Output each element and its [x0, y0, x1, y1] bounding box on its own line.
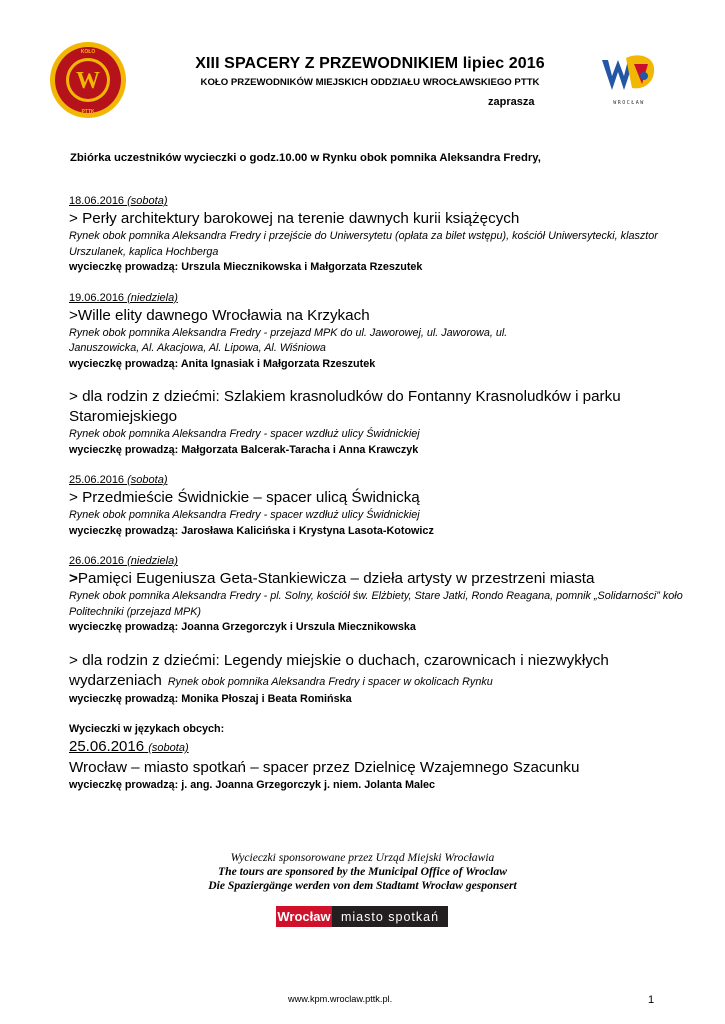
banner-tagline: miasto spotkań	[332, 906, 448, 927]
tour-guides: wycieczkę prowadzą: Anita Ignasiak i Małgorzata Rzeszutek	[69, 357, 376, 370]
guides-club-badge-icon	[48, 40, 128, 120]
tour-date: 18.06.2016 (sobota)	[69, 195, 168, 207]
tour-guides: wycieczkę prowadzą: Joanna Grzegorczyk i Urszula Miecznikowska	[69, 621, 416, 633]
tour-route: Rynek obok pomnika Aleksandra Fredry i spacer w okolicach Rynku	[167, 675, 493, 688]
tour-title: > dla rodzin z dziećmi: Szlakiem krasnoludków do Fontanny Krasnoludków i parku Staromiejskiego	[69, 388, 621, 425]
tour-title: >Wille elity dawnego Wrocławia na Krzykach	[69, 306, 370, 324]
tour-guides: wycieczkę prowadzą: j. ang. Joanna Grzegorczyk j. niem. Jolanta Malec	[69, 779, 436, 791]
tour-date: 26.06.2016 (niedziela)	[69, 555, 178, 567]
tour-title: > Perły architektury barokowej na terenie dawnych kurii książęcych	[69, 210, 520, 227]
tour-route: Rynek obok pomnika Aleksandra Fredry - spacer wzdłuż ulicy Świdnickiej	[69, 428, 420, 440]
tour-item	[69, 291, 689, 373]
footer-url[interactable]: www.kpm.wroclaw.pttk.pl.	[288, 994, 393, 1004]
tour-date: 25.06.2016 (sobota)	[69, 474, 168, 486]
tour-item	[69, 554, 689, 636]
sponsor-de: Die Spaziergänge werden von dem Stadtamt Wrocław gesponsert	[208, 879, 517, 892]
tour-route: Rynek obok pomnika Aleksandra Fredry - przejazd MPK do ul. Jaworowej, ul. Jaworowa, ul. Januszowicka, Al. Akacjowa, Al. Lipowa, Al. Wiśniowa	[69, 326, 508, 354]
tour-route: Rynek obok pomnika Aleksandra Fredry - pl. Solny, kościół św. Elżbiety, Stare Jatki, Rondo Reagana, pomnik „Solidarności” koło Politechniki (przejazd MPK)	[69, 590, 683, 618]
tour-route: Rynek obok pomnika Aleksandra Fredry - spacer wzdłuż ulicy Świdnickiej	[69, 509, 420, 521]
tour-item	[69, 473, 689, 539]
tour-item	[69, 387, 689, 458]
wroclaw-city-logo-icon	[598, 50, 660, 108]
meeting-point: Zbiórka uczestników wycieczki o godz.10.00 w Rynku obok pomnika Aleksandra Fredry,	[70, 152, 541, 164]
tour-item	[69, 651, 689, 708]
sponsor-pl: Wycieczki sponsorowane przez Urząd Miejski Wrocławia	[230, 851, 495, 864]
logo-caption: WROCŁAW	[613, 100, 645, 106]
tour-item	[69, 194, 689, 276]
svg-text:KOŁO: KOŁO	[80, 49, 96, 55]
foreign-heading: Wycieczki w językach obcych:	[69, 723, 225, 735]
tour-title: > Przedmieście Świdnickie – spacer ulicą Świdnicką	[69, 489, 420, 506]
wroclaw-banner	[276, 906, 448, 927]
tour-guides: wycieczkę prowadzą: Monika Płoszaj i Beata Romińska	[69, 692, 352, 705]
tour-list	[69, 194, 689, 809]
page-title: XIII SPACERY Z PRZEWODNIKIEM lipiec 2016	[195, 55, 545, 72]
tour-title: Wrocław – miasto spotkań – spacer przez Dzielnicę Wzajemnego Szacunku	[69, 759, 580, 776]
tour-title: >Pamięci Eugeniusza Geta-Stankiewicza – dzieła artysty w przestrzeni miasta	[69, 570, 595, 587]
organizer-subtitle: KOŁO PRZEWODNIKÓW MIEJSKICH ODDZIAŁU WROCŁAWSKIEGO PTTK	[200, 77, 540, 88]
tour-guides: wycieczkę prowadzą: Małgorzata Balcerak-Taracha i Anna Krawczyk	[69, 443, 419, 456]
page-number: 1	[648, 994, 655, 1006]
tour-title: > dla rodzin z dziećmi: Legendy miejskie o duchach, czarownicach i niezwykłych wydarzeniach Rynek obok pomnika Aleksandra Fredry i spacer w okolicach Rynku	[69, 651, 609, 689]
foreign-tours	[69, 722, 689, 794]
sponsor-note	[100, 851, 625, 893]
banner-brand: Wrocław	[276, 906, 332, 927]
badge-monogram: W	[76, 68, 100, 94]
tour-date: 19.06.2016 (niedziela)	[69, 291, 178, 304]
invites-label: zaprasza	[488, 96, 535, 108]
svg-text:PTTK: PTTK	[81, 109, 95, 115]
tour-guides: wycieczkę prowadzą: Jarosława Kalicińska i Krystyna Lasota-Kotowicz	[69, 524, 434, 537]
tour-guides: wycieczkę prowadzą: Urszula Miecznikowska i Małgorzata Rzeszutek	[69, 261, 423, 273]
sponsor-en: The tours are sponsored by the Municipal Office of Wroclaw	[218, 865, 507, 878]
tour-date: 25.06.2016 (sobota)	[69, 738, 189, 755]
tour-route: Rynek obok pomnika Aleksandra Fredry i przejście do Uniwersytetu (opłata za bilet wstępu), kościół Uniwersytecki, klasztor Urszulanek, kaplica Hochberga	[69, 230, 658, 258]
